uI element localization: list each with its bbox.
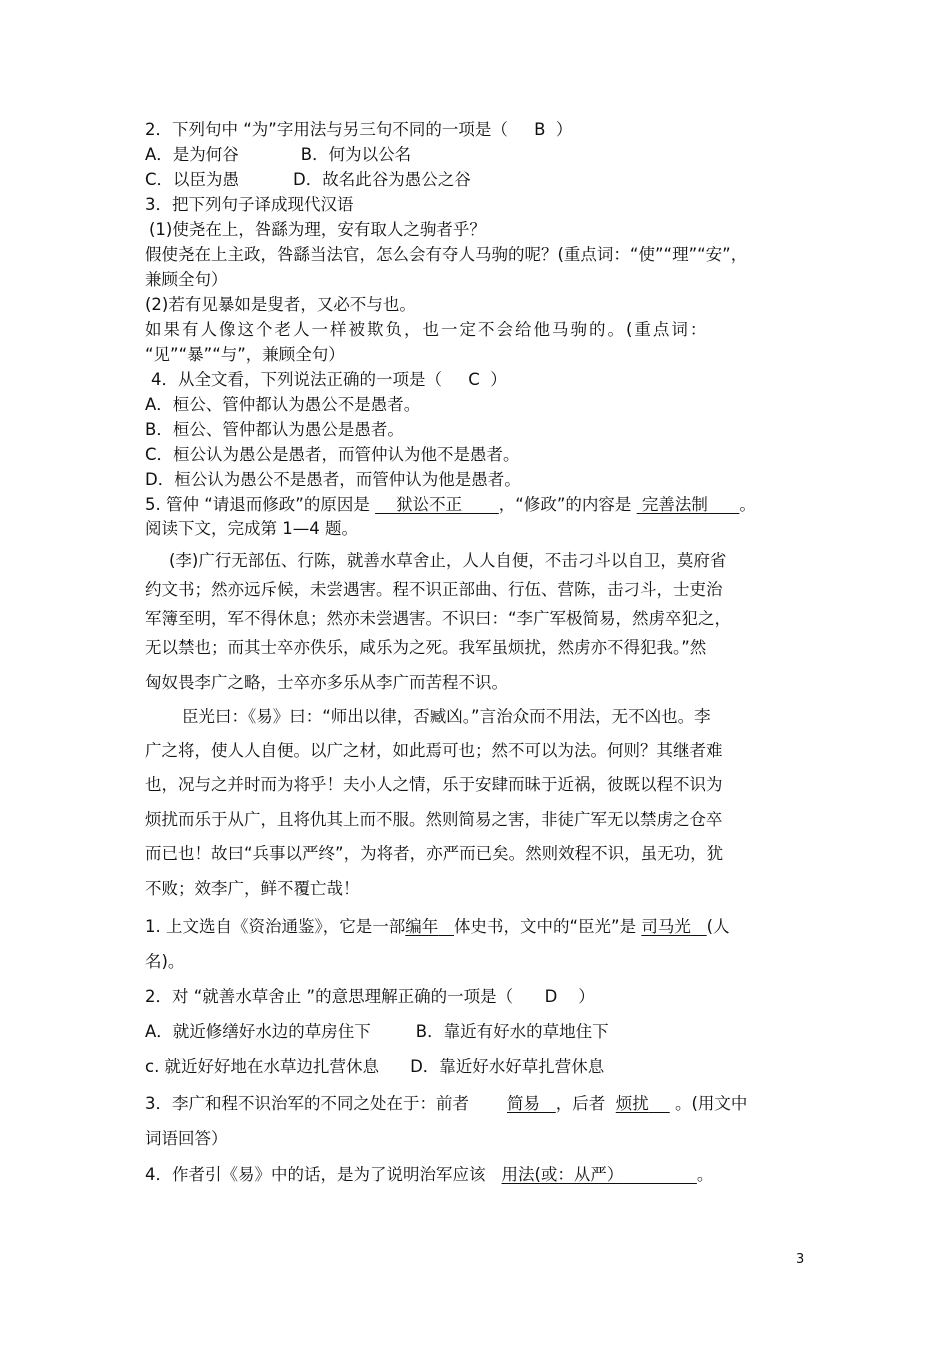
- question-3: 3．李广和程不识治军的不同之处在于：前者 简易 ，后者 烦扰 。(用文中: [145, 1094, 748, 1113]
- question-4: 4．从全文看，下列说法正确的一项是（ C ）: [151, 370, 507, 389]
- question-1: 1. 上文选自《资治通鉴》，它是一部编年 体史书，文中的“臣光”是 司马光 (人: [145, 917, 730, 936]
- passage-line: (李)广行无部伍、行陈，就善水草舍止，人人自便，不击刁斗以自卫，莫府省: [169, 551, 727, 570]
- reading-intro: 阅读下文，完成第 1—4 题。: [145, 519, 358, 538]
- passage-line: 匈奴畏李广之略，士卒亦多乐从李广而苦程不识。: [145, 673, 508, 692]
- answer-blank: 狱讼不正: [396, 495, 463, 514]
- option-b: B．桓公、管仲都认为愚公是愚者。: [145, 420, 404, 439]
- passage-line: 军簿至明，军不得休息；然亦未尝遇害。不识曰：“李广军极简易，然虏卒犯之，: [145, 609, 732, 628]
- question-1-cont: 名)。: [145, 952, 185, 971]
- answer-blank: 编年: [405, 917, 439, 936]
- question-3-cont: 词语回答）: [145, 1129, 228, 1148]
- option-row: A．就近修缮好水边的草房住下 B．靠近有好水的草地住下: [145, 1022, 609, 1041]
- passage-line: 也，况与之并时而为将乎！夫小人之情，乐于安肆而昧于近祸，彼既以程不识为: [145, 775, 723, 794]
- answer: C: [468, 370, 480, 389]
- translation-2: 如果有人像这个老人一样被欺负，也一定不会给他马驹的。(重点词：: [145, 320, 709, 339]
- page-number: 3: [796, 1252, 805, 1267]
- passage-line: 广之将，使人人自便。以广之材，如此焉可也；然不可以为法。何则？其继者难: [145, 741, 723, 760]
- question-2: 2．对 “就善水草舍止 ”的意思理解正确的一项是（ D ）: [145, 987, 595, 1006]
- passage-line: 烦扰而乐于从广，且将仇其上而不服。然则简易之害，非徒广军无以禁虏之仓卒: [145, 810, 723, 829]
- answer-blank: 烦扰: [615, 1094, 649, 1113]
- option-c: C．桓公认为愚公是愚者，而管仲认为他不是愚者。: [145, 445, 520, 464]
- answer-blank: 简易: [507, 1094, 540, 1113]
- sentence-1: (1)使尧在上，咎繇为理，安有取人之驹者乎？: [149, 220, 486, 239]
- translation-1: 假使尧在上主政，咎繇当法官，怎么会有夺人马驹的呢？(重点词：“使”“理”“安”，: [145, 245, 748, 264]
- question-5: 5. 管仲 “请退而修政”的原因是 狱讼不正 ，“修政”的内容是 完善法制 。: [145, 495, 756, 514]
- option-d: D．桓公认为愚公不是愚者，而管仲认为他是愚者。: [145, 470, 521, 489]
- passage-line: 而已也！故曰“兵事以严终”，为将者，亦严而已矣。然则效程不识，虽无功，犹: [145, 844, 724, 863]
- question-2: 2．下列句中 “为”字用法与另三句不同的一项是（ B ）: [145, 120, 573, 139]
- answer-blank: 司马光: [641, 917, 691, 936]
- option-row: C．以臣为愚 D．故名此谷为愚公之谷: [145, 170, 471, 189]
- sentence-2: (2)若有见暴如是叟者，又必不与也。: [145, 295, 416, 314]
- option-row: A．是为何谷 B．何为以公名: [145, 145, 412, 164]
- translation-1-cont: 兼顾全句）: [145, 270, 228, 289]
- passage-line: 臣光曰：《易》曰：“师出以律，否臧凶。”言治众而不用法，无不凶也。李: [182, 707, 711, 726]
- question-3-title: 3．把下列句子译成现代汉语: [145, 195, 354, 214]
- answer: B: [534, 120, 546, 139]
- question-4: 4．作者引《易》中的话，是为了说明治军应该 用法(或：从严） 。: [145, 1165, 714, 1184]
- passage-line: 不败；效李广，鲜不覆亡哉！: [145, 879, 360, 898]
- passage-line: 无以禁也；而其士卒亦佚乐，咸乐为之死。我军虽烦扰，然虏亦不得犯我。”然: [145, 638, 707, 657]
- answer-blank: 用法(或：从严）: [501, 1165, 624, 1184]
- option-a: A．桓公、管仲都认为愚公不是愚者。: [145, 395, 421, 414]
- option-row: c. 就近好好地在水草边扎营休息 D．靠近好水好草扎营休息: [145, 1057, 605, 1076]
- answer: D: [544, 987, 558, 1006]
- passage-line: 约文书；然亦远斥候，未尝遇害。程不识正部曲、行伍、营陈，击刁斗，士吏治: [145, 580, 723, 599]
- answer-blank: 完善法制: [641, 495, 708, 514]
- translation-2-cont: “见”“暴”“与”，兼顾全句）: [145, 345, 345, 364]
